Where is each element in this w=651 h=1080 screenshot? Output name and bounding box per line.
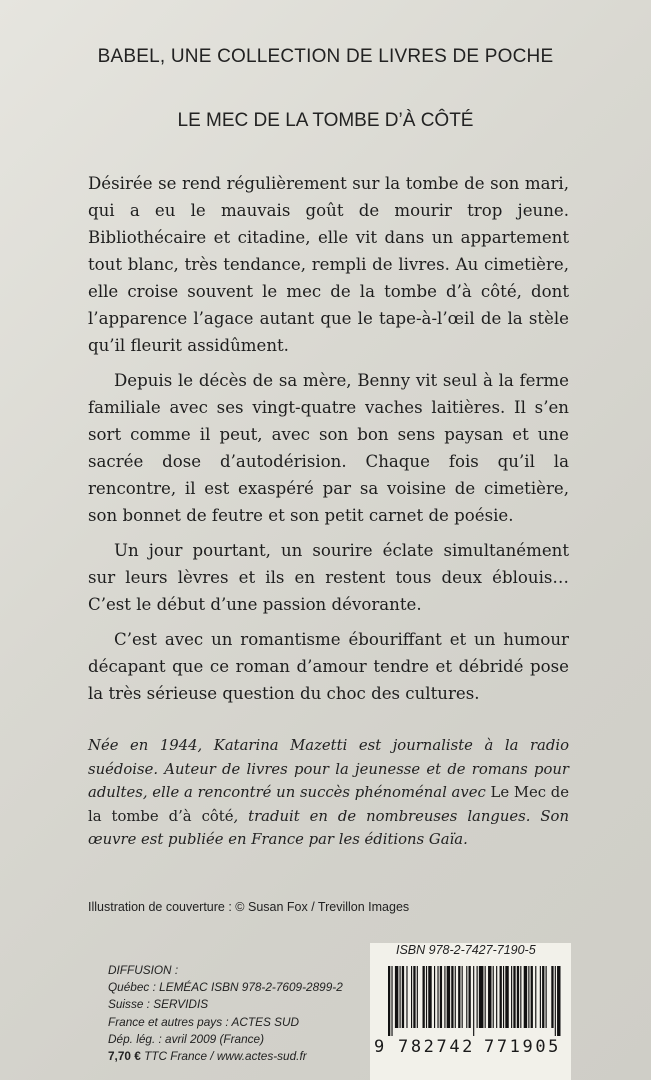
- barcode-bar: [496, 966, 497, 1028]
- barcode-bar: [395, 966, 398, 1028]
- barcode-bar: [451, 966, 453, 1028]
- barcode-bar: [479, 966, 484, 1028]
- cover-credit: Illustration de couverture : © Susan Fox / Trevillon Images: [88, 900, 410, 914]
- blurb: [88, 170, 569, 715]
- barcode-bar: [402, 966, 404, 1028]
- barcode-bar: [477, 966, 478, 1028]
- barcode-bar: [423, 966, 425, 1028]
- price-suffix: TTC France / www.actes-sud.fr: [140, 1049, 307, 1064]
- barcode-bar: [524, 966, 527, 1028]
- barcode-bar: [555, 966, 556, 1036]
- barcode-bar: [458, 966, 460, 1028]
- barcode-bar: [546, 966, 547, 1028]
- barcode-bar: [488, 966, 491, 1028]
- price-line: [108, 1048, 343, 1065]
- barcode-bar: [557, 966, 560, 1036]
- barcode-bar: [469, 966, 471, 1028]
- price: 7,70 €: [108, 1049, 141, 1064]
- barcode-bar: [434, 966, 435, 1028]
- distribution-suisse: Suisse : SERVIDIS: [108, 997, 209, 1012]
- barcode-bar: [428, 966, 431, 1028]
- barcode-bar: [437, 966, 438, 1028]
- blurb-paragraph: Désirée se rend régulièrement sur la tombe de son mari, qui a eu le mauvais goût de mourir trop jeune. Bibliothécaire et citadine, elle vit dans un appartement tout blanc, très tendance, rempli de livres. Au cimetière, elle croise souvent le mec de la tombe d’à côté, dont l’apparence l’agace autant que le tape-à-l’œil de la stèle qu’il fleurit assidûment.: [88, 174, 569, 355]
- book-title: LE MEC DE LA TOMBE D’À CÔTÉ: [177, 110, 474, 131]
- blurb-paragraph: Un jour pourtant, un sourire éclate simultanément sur leurs lèvres et ils en restent tous deux éblouis… C’est le début d’une passion dévorante.: [88, 541, 569, 614]
- barcode-bar: [462, 966, 463, 1028]
- barcode-right-digits: 771905: [484, 1037, 562, 1057]
- blurb-paragraph: Depuis le décès de sa mère, Benny vit seul à la ferme familiale avec ses vingt-quatre vaches laitières. Il s’en sort comme il peut, avec son bon sens paysan et une sacrée dose d’autodérision. Chaque fois qu’il la rencontre, il est exaspéré par sa voisine de cimetière, son bonnet de feutre et son petit carnet de poésie.: [88, 371, 569, 525]
- bio-text-2: , traduit en de nombreuses langues. Son œuvre est publiée en France par les éditions Gaïa.: [88, 807, 569, 849]
- barcode-bar: [511, 966, 512, 1028]
- distribution-heading: DIFFUSION :: [108, 963, 179, 977]
- barcode-bar: [517, 966, 519, 1028]
- barcode: [372, 966, 568, 1036]
- barcode-bar: [531, 966, 533, 1028]
- barcode-bar: [473, 966, 474, 1036]
- distribution-france: France et autres pays : ACTES SUD: [108, 1014, 300, 1029]
- barcode-bar: [391, 966, 392, 1036]
- barcode-bar: [540, 966, 541, 1028]
- barcode-bar: [520, 966, 521, 1028]
- legal-deposit: Dép. lég. : avril 2009 (France): [108, 1031, 265, 1046]
- author-bio: [88, 734, 569, 852]
- barcode-bar: [493, 966, 494, 1028]
- barcode-bar: [411, 966, 412, 1028]
- barcode-bar: [444, 966, 445, 1028]
- barcode-bar: [455, 966, 456, 1028]
- barcode-bar: [406, 966, 407, 1028]
- barcode-bar: [500, 966, 502, 1028]
- bio-text-1: Née en 1944, Katarina Mazetti est journaliste à la radio suédoise. Auteur de livres pour la jeunesse et de romans pour adultes, elle a rencontré un succès phénoménal avec: [88, 737, 569, 802]
- barcode-bar: [440, 966, 442, 1028]
- barcode-left-digits: 782742: [398, 1037, 476, 1057]
- distribution-quebec: Québec : LEMÉAC ISBN 978-2-7609-2899-2: [108, 980, 343, 995]
- distribution-info: [108, 962, 343, 1065]
- barcode-bar: [505, 966, 508, 1028]
- barcode-bar: [542, 966, 544, 1028]
- isbn: ISBN 978-2-7427-7190-5: [396, 943, 536, 957]
- barcode-bar: [485, 966, 486, 1028]
- barcode-bar: [466, 966, 467, 1028]
- barcode-bar: [513, 966, 515, 1028]
- barcode-bar: [400, 966, 401, 1028]
- barcode-bar: [388, 966, 390, 1036]
- barcode-first-digit: 9: [374, 1037, 385, 1057]
- barcode-bar: [551, 966, 553, 1028]
- barcode-bar: [417, 966, 418, 1028]
- barcode-bar: [528, 966, 529, 1028]
- bio-book-title: Le Mec de la tombe d’à côté: [88, 784, 569, 825]
- barcode-bar: [426, 966, 427, 1028]
- barcode-bar: [535, 966, 536, 1028]
- barcode-bar: [413, 966, 415, 1028]
- blurb-paragraph: C’est avec un romantisme ébouriffant et un humour décapant que ce roman d’amour tendre et débridé pose la très sérieuse question du choc des cultures.: [88, 630, 569, 703]
- barcode-bar: [503, 966, 504, 1028]
- collection-line: BABEL, UNE COLLECTION DE LIVRES DE POCHE: [97, 46, 554, 67]
- barcode-bar: [447, 966, 450, 1028]
